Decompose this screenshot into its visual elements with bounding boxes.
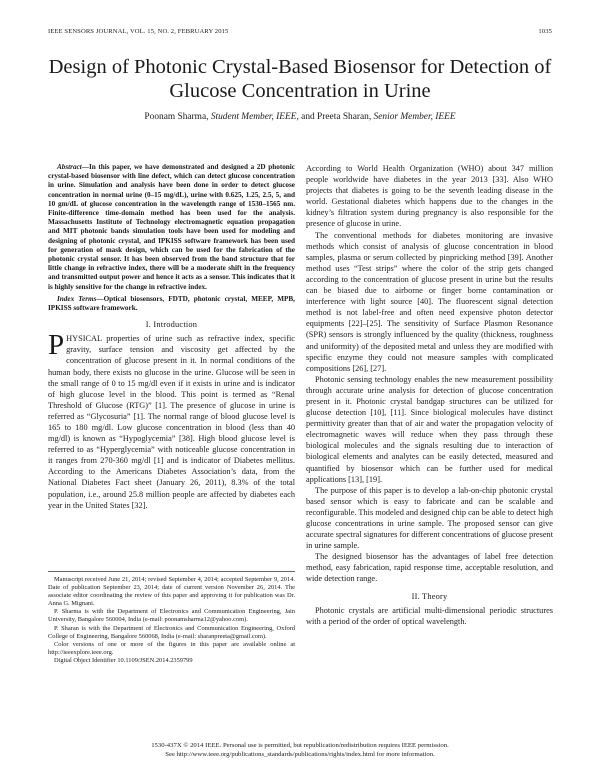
copyright-line-1: 1530-437X © 2014 IEEE. Personal use is permitted, but republication/redistribution requires IEEE permission. (151, 742, 449, 749)
author-line (40, 112, 560, 122)
footnote-author-2: P. Sharan is with the Department of Electronics and Communication Engineering, Oxford College of Engineering, Bangalore 560068, India (e-mail: sharanpreeta@gmail.com). (48, 624, 295, 640)
intro-paragraph-1-text: properties of urine such as refractive index, specific gravity, surface tension and viscosity get affected by the concentration of glucose present in it. In normal conditions of the human body, there exists no glucose in the urine. Glucose will be seen in the small range of 0 to 15 mg/dl even if it exists in urine and is indicator of high glucose level in the blood. This point is termed as “Renal Threshold of Glucose (RTG)” [1]. The presence of glucose in urine is referred as “Glycosuria” [1]. The normal range of blood glucose level is 165 to 180 mg/dl. Low glucose concentration in blood (less than 40 mg/dl) is known as “Hypoglycemia” [38]. High blood glucose level is referred to as “Hyperglycemia” with noticeable glucose concentration in it ranges from 270-360 mg/dl [1] and is indicator of Diabetes mellitus. According to the Americans Diabetes Association’s data, from the National Diabetes Fact sheet (January 26, 2011), 8.3% of the total population, i.e., around 25.8 million people are affected by diabetes each year in the United States [32]. (48, 334, 295, 510)
index-terms (48, 295, 295, 313)
intro-paragraph-6: The designed biosensor has the advantages of label free detection method, easy fabrication, rapid response time, acceptable resolution, and wide detection range. (306, 552, 553, 584)
section-heading-theory: II. Theory (411, 591, 448, 601)
drop-cap: P (48, 329, 65, 362)
journal-name: IEEE SENSORS JOURNAL, VOL. 15, NO. 2, FEBRUARY 2015 (48, 28, 229, 35)
intro-paragraph-4: Photonic sensing technology enables the new measurement possibility through accurate urine analysis for detection of glucose concentration present in it. Photonic crystal bandgap structures can be utilized for glucose detection [10], [11]. Since biological molecules have distinct permittivity greater than that of air and water the propagation velocity of electromagnetic waves will reduce when they pass through these biological molecules and the signals resulting due to interaction of biological elements and analytes can be easily detected, measured and quantified by biosensor which can be further used for medical applications [13], [19]. (306, 374, 553, 484)
copyright-line-2: See http://www.ieee.org/publications_standards/publications/rights/index.html for more information. (165, 750, 435, 758)
footnotes (48, 571, 295, 665)
intro-paragraph-3: The conventional methods for diabetes monitoring are invasive methods which consist of analysis of glucose concentration in blood samples, plasma or serum collected by pinpricking method [39]. Another method uses “Test strips” where the color of the strip gets changed according to the concentration of glucose present in urine but the results can be biased due to airborne or finger borne contamination or interference with light source [40]. The fluorescent signal detection method is not label-free and often need expensive photon detector equipments [22]–[25]. The sensitivity of Surface Plasmon Resonance (SPR) sensors is strongly influenced by the quality (thickness, roughness and uniformity) of the deposited metal and unless they are modified with specific enzyme they could not measure samples with complicated compositions [26], [27]. (306, 230, 553, 373)
author-conjunction: , and Preeta Sharan, (296, 112, 372, 122)
left-column (48, 163, 295, 511)
abstract-text: —In this paper, we have demonstrated and designed a 2D photonic crystal-based biosensor with line defect, which can detect glucose concentration in urine. Simulation and analysis have been done in order to detect glucose concentration in normal urine (0–15 mg/dL), urine with 0.625, 1.25, 2.5, 5, and 10 gm/dL of glucose concentration in the wavelength range of 1530–1565 nm. Finite-difference time-domain method has been used for the analysis. Massachusetts Institute of Technology electromagnetic equation propagation and MIT photonic bands simulation tools have been used for modeling and designing of photonic crystal, and IPKISS software framework has been used for generation of mask design, which can be used for the fabrication of the photonic crystal sensor. It has been observed from the band structure that for little change in refractive index, there will be a moderate shift in the frequency and transmitted output power and hence it acts as a sensor. This indicates that it is highly sensitive for the change in refractive index. (48, 163, 295, 291)
footnote-manuscript: Manuscript received June 21, 2014; revised September 4, 2014; accepted September 9, 2014. Date of publication September 23, 2014; date of current version November 26, 2014. The associate editor coordinating the review of this paper and approving it for publication was Dr. Anna G. Mignani. (48, 576, 295, 608)
intro-paragraph-1 (48, 329, 295, 511)
page-number: 1035 (538, 28, 552, 35)
right-column (306, 163, 553, 627)
author-2-role: Senior Member, IEEE (373, 112, 456, 122)
copyright-notice (40, 742, 560, 759)
abstract-label: Abstract (57, 163, 82, 171)
section-heading-introduction: I. Introduction (145, 320, 198, 330)
intro-paragraph-5: The purpose of this paper is to develop a lab-on-chip photonic crystal based sensor which is easy to fabricate and can be scalable and reconfigurable. This modeled and designed chip can be able to detect high glucose concentrations in urine sample. The proposed sensor can give accurate spectral signatures for different concentrations of glucose present in urine sample. (306, 485, 553, 551)
theory-paragraph-1: Photonic crystals are artificial multi-dimensional periodic structures with a period of the order of optical wavelength. (306, 605, 553, 626)
index-terms-text: —Optical biosensors, FDTD, photonic crystal, MEEP, MPB, IPKISS software framework. (48, 294, 295, 313)
footnote-author-1: P. Sharma is with the Department of Electronics and Communication Engineering, Jain University, Bangalore 560004, India (e-mail: poonamsharma12@yahoo.com). (48, 608, 295, 624)
footnote-doi: Digital Object Identifier 10.1109/JSEN.2014.2359799 (54, 656, 193, 664)
running-head (48, 28, 552, 38)
intro-first-word: HYSICAL (66, 334, 102, 344)
index-terms-label: Index Terms (57, 294, 97, 303)
author-1: Poonam Sharma, (144, 112, 209, 122)
author-1-role: Student Member, IEEE (210, 112, 297, 122)
abstract (48, 163, 295, 292)
intro-paragraph-2: According to World Health Organization (WHO) about 347 million people worldwide have diabetes in the year 2013 [33]. Also WHO projects that diabetes is going to be the seventh leading disease in the world. Gestational diabetes which happens due to the changes in the kidney’s filtration system during pregnancy is also responsible for the presence of glucose in urine. (306, 164, 553, 229)
footnote-color-figures: Color versions of one or more of the figures in this paper are available online at http://ieeexplore.ieee.org. (48, 640, 295, 656)
paper-title: Design of Photonic Crystal-Based Biosensor for Detection of Glucose Concentration in Urine (48, 56, 552, 102)
